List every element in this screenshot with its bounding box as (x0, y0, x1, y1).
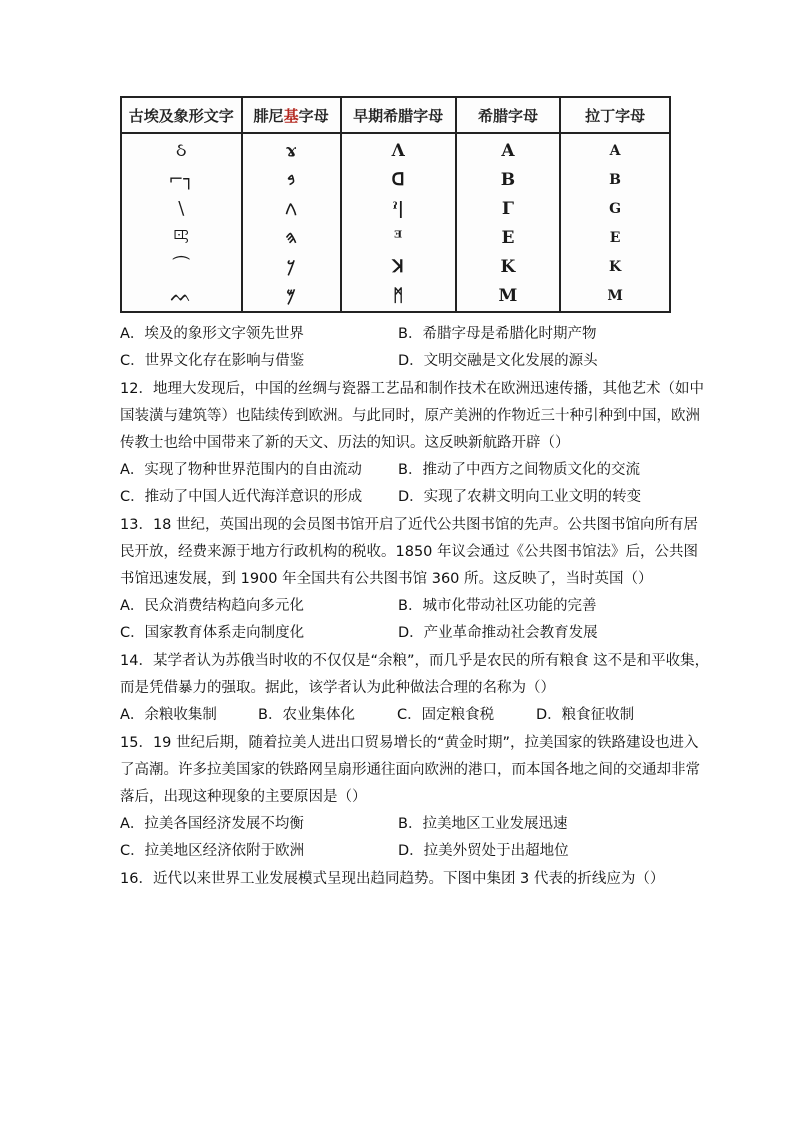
glyph-phoenician-3: 𐤂 (285, 198, 297, 219)
glyph-early-greek-3: ˀ| (392, 198, 404, 219)
header-early-greek: 早期希腊字母 (341, 98, 456, 133)
glyph-egyptian-6: ᨓ (170, 284, 193, 306)
col-latin (560, 133, 669, 312)
header-latin: 拉丁字母 (560, 98, 669, 133)
glyph-egyptian-1: ઠ (176, 139, 187, 161)
glyph-egyptian-2: ⌐┐ (168, 168, 195, 190)
q13-stem-line-3: 书馆迅速发展，到 1900 年全国共有公共图书馆 360 所。这反映了，当时英国（） (120, 571, 653, 587)
col-early-greek (341, 133, 456, 312)
col-greek (456, 133, 560, 312)
q14-stem-line-2: 而是凭借暴力的强取。据此，该学者认为此种做法合理的名称为（） (120, 680, 555, 696)
q12-stem-line-3: 传教士也给中国带来了新的天文、历法的知识。这反映新航路开辟（） (120, 435, 570, 451)
glyph-phoenician-4: 𐤄 (285, 227, 297, 248)
q15-option-c[interactable]: C．拉美地区经济依附于欧洲 (120, 843, 305, 859)
q12-stem-line-1: 12．地理大发现后，中国的丝绸与瓷器工艺品和制作技术在欧洲迅速传播，其他艺术（如中 (120, 381, 704, 397)
glyph-early-greek-2: ᗡ (391, 169, 405, 190)
q13-stem-line-2: 民开放，经费来源于地方行政机构的税收。1850 年议会通过《公共图书馆法》后，公共图 (120, 544, 699, 560)
script-table (122, 98, 669, 312)
glyph-latin-5: K (608, 258, 622, 275)
q13-stem-line-1: 13．18 世纪，英国出现的会员图书馆开启了近代公共图书馆的先声。公共图书馆向所有居 (120, 517, 699, 533)
glyph-greek-5: K (500, 256, 516, 277)
q15-option-d[interactable]: D．拉美外贸处于出超地位 (398, 843, 569, 859)
q12-option-c[interactable]: C．推动了中国人近代海洋意识的形成 (120, 489, 363, 505)
header-greek: 希腊字母 (456, 98, 560, 133)
q12-stem-line-2: 国装潢与建筑等）也陆续传到欧洲。与此同时，原产美洲的作物近三十种引种到中国，欧洲 (120, 408, 700, 424)
q14-stem-line-1: 14．某学者认为苏俄当时收的不仅仅是“余粮”，而几乎是农民的所有粮食 这不是和平收集， (120, 653, 710, 669)
glyph-greek-2: B (500, 169, 516, 190)
q13-option-b[interactable]: B．城市化带动社区功能的完善 (398, 598, 597, 614)
q15-option-b[interactable]: B．拉美地区工业发展迅速 (398, 816, 568, 832)
glyph-early-greek-4: ᴲ (394, 227, 403, 248)
q14-option-b[interactable]: B．农业集体化 (258, 707, 355, 723)
q13-option-d[interactable]: D．产业革命推动社会教育发展 (398, 625, 598, 641)
q15-option-a[interactable]: A．拉美各国经济发展不均衡 (120, 816, 304, 832)
glyph-greek-1: A (501, 140, 515, 161)
header-phoenician-highlight: 基 (283, 106, 299, 125)
glyph-early-greek-1: Λ (391, 140, 405, 161)
glyph-egyptian-4: ꕓ (173, 226, 190, 248)
glyph-latin-4: E (609, 229, 621, 246)
glyph-phoenician-6: 𐤌 (286, 285, 296, 306)
col-phoenician (242, 133, 341, 312)
glyph-greek-6: M (498, 285, 518, 306)
col-egyptian (122, 133, 242, 312)
glyph-latin-1: A (609, 142, 621, 159)
q13-option-c[interactable]: C．国家教育体系走向制度化 (120, 625, 305, 641)
q12-option-a[interactable]: A．实现了物种世界范围内的自由流动 (120, 462, 362, 478)
q14-option-c[interactable]: C．固定粮食税 (397, 707, 495, 723)
q16-stem-line-1: 16．近代以来世界工业发展模式呈现出趋同趋势。下图中集团 3 代表的折线应为（） (120, 871, 665, 887)
q15-stem-line-2: 了高潮。许多拉美国家的铁路网呈扇形通往面向欧洲的港口，而本国各地之间的交通却非常 (120, 762, 700, 778)
glyph-greek-4: E (501, 227, 515, 248)
header-egyptian: 古埃及象形文字 (122, 98, 242, 133)
header-phoenician (242, 98, 341, 133)
header-phoenician-part1: 腓尼 (253, 106, 284, 125)
q15-stem-line-3: 落后，出现这种现象的主要原因是（） (120, 789, 367, 805)
glyph-latin-2: B (609, 171, 621, 188)
table-header-row (122, 98, 669, 133)
glyph-phoenician-1: ɤ (285, 140, 297, 161)
glyph-early-greek-6: ᛗ (393, 285, 404, 306)
q15-stem-line-1: 15．19 世纪后期，随着拉美人进出口贸易增长的“黄金时期”，拉美国家的铁路建设也进入 (120, 735, 699, 751)
q12-option-d[interactable]: D．实现了农耕文明向工业文明的转变 (398, 489, 642, 505)
q11-option-a[interactable]: A．埃及的象形文字领先世界 (120, 326, 304, 342)
q14-option-d[interactable]: D．粮食征收制 (536, 707, 635, 723)
q14-option-a[interactable]: A．余粮收集制 (120, 707, 217, 723)
q13-option-a[interactable]: A．民众消费结构趋向多元化 (120, 598, 304, 614)
glyph-latin-6: M (607, 287, 623, 304)
glyph-egyptian-3: \ (178, 197, 185, 219)
q12-option-b[interactable]: B．推动了中西方之间物质文化的交流 (398, 462, 640, 478)
glyph-latin-3: G (609, 200, 622, 217)
glyph-early-greek-5: ꓘ (392, 256, 404, 277)
glyph-greek-3: Γ (501, 198, 514, 219)
q11-option-c[interactable]: C．世界文化存在影响与借鉴 (120, 353, 305, 369)
q11-option-d[interactable]: D．文明交融是文化发展的源头 (398, 353, 598, 369)
q11-option-b[interactable]: B．希腊字母是希腊化时期产物 (398, 326, 597, 342)
table-glyph-row (122, 133, 669, 312)
glyph-phoenician-2: 𐤁 (287, 169, 296, 190)
glyph-egyptian-5: ⏜ (172, 255, 190, 277)
glyph-phoenician-5: 𐤊 (286, 256, 296, 277)
header-phoenician-part2: 字母 (298, 106, 329, 125)
script-evolution-table (120, 96, 671, 313)
